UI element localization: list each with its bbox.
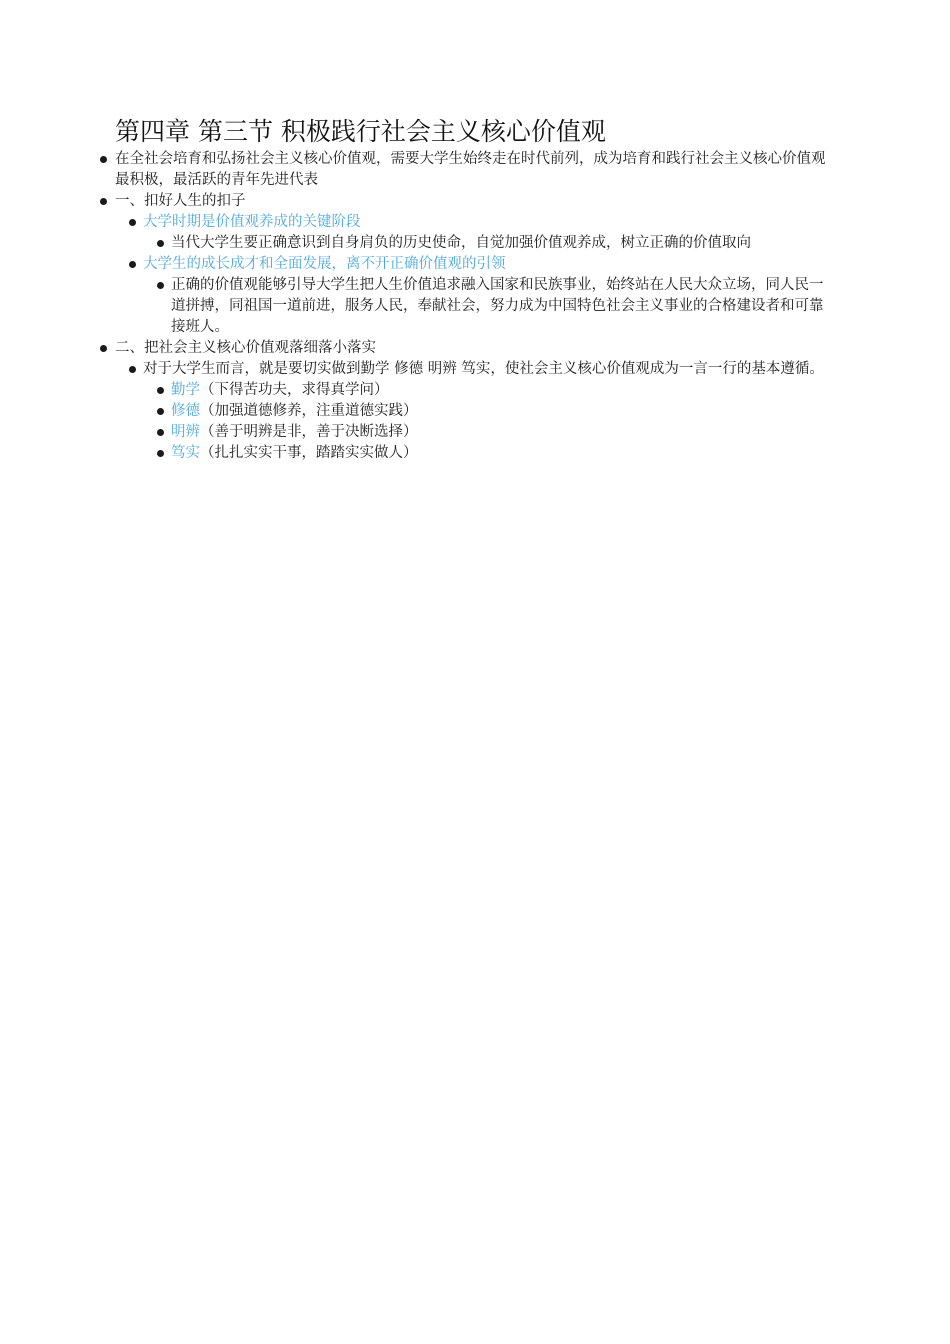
list-item bbox=[143, 275, 835, 338]
bullet-icon bbox=[129, 219, 136, 226]
page-title: 第四章 第三节 积极践行社会主义核心价值观 bbox=[115, 117, 606, 146]
bullet-icon bbox=[157, 387, 164, 394]
intro-text: 在全社会培育和弘扬社会主义核心价值观，需要大学生始终走在时代前列，成为培育和践行社会主义核心价值观最积极，最活跃的青年先进代表 bbox=[115, 151, 826, 188]
list-item bbox=[143, 401, 835, 422]
section-1a-detail: 当代大学生要正确意识到自身肩负的历史使命，自觉加强价值观养成，树立正确的价值取向 bbox=[171, 235, 751, 251]
list-item bbox=[0, 338, 835, 464]
bullet-icon bbox=[157, 408, 164, 415]
point-key: 修德 bbox=[171, 403, 200, 419]
bullet-icon bbox=[157, 240, 164, 247]
bullet-icon bbox=[129, 366, 136, 373]
bullet-icon bbox=[100, 156, 107, 163]
list-item bbox=[115, 212, 835, 254]
section-2-heading: 二、把社会主义核心价值观落细落小落实 bbox=[115, 340, 376, 356]
point-key: 笃实 bbox=[171, 445, 200, 461]
bullet-icon bbox=[129, 261, 136, 268]
outline-level-1 bbox=[0, 149, 950, 464]
list-item bbox=[143, 443, 835, 464]
point-desc: （善于明辨是非，善于决断选择） bbox=[200, 424, 418, 440]
bullet-icon bbox=[100, 345, 107, 352]
outline-level-3 bbox=[143, 275, 835, 338]
section-1b-detail: 正确的价值观能够引导大学生把人生价值追求融入国家和民族事业，始终站在人民大众立场，同人民一道拼搏，同祖国一道前进，服务人民，奉献社会，努力成为中国特色社会主义事业的合格建设者和可靠接班人。 bbox=[171, 277, 824, 335]
outline-level-3 bbox=[143, 233, 835, 254]
section-1b-heading: 大学生的成长成才和全面发展，离不开正确价值观的引领 bbox=[143, 256, 506, 272]
outline bbox=[0, 149, 950, 464]
section-2a-text: 对于大学生而言，就是要切实做到勤学 修德 明辨 笃实，使社会主义核心价值观成为一言一行的基本遵循。 bbox=[143, 361, 824, 377]
list-item bbox=[143, 233, 835, 254]
section-1-heading: 一、扣好人生的扣子 bbox=[115, 193, 246, 209]
list-item bbox=[0, 149, 835, 191]
section-1a-heading: 大学时期是价值观养成的关键阶段 bbox=[143, 214, 361, 230]
point-key: 明辨 bbox=[171, 424, 200, 440]
point-key: 勤学 bbox=[171, 382, 200, 398]
bullet-icon bbox=[100, 198, 107, 205]
list-item bbox=[143, 380, 835, 401]
point-desc: （扎扎实实干事，踏踏实实做人） bbox=[200, 445, 418, 461]
point-desc: （下得苦功夫，求得真学问） bbox=[200, 382, 389, 398]
list-item bbox=[115, 254, 835, 338]
bullet-icon bbox=[157, 429, 164, 436]
outline-level-3 bbox=[143, 380, 835, 464]
list-item bbox=[0, 191, 835, 338]
outline-level-2 bbox=[0, 359, 835, 464]
list-item bbox=[143, 422, 835, 443]
bullet-icon bbox=[157, 282, 164, 289]
list-item bbox=[115, 359, 835, 464]
point-desc: （加强道德修养，注重道德实践） bbox=[200, 403, 418, 419]
bullet-icon bbox=[157, 450, 164, 457]
outline-level-2 bbox=[0, 212, 835, 338]
